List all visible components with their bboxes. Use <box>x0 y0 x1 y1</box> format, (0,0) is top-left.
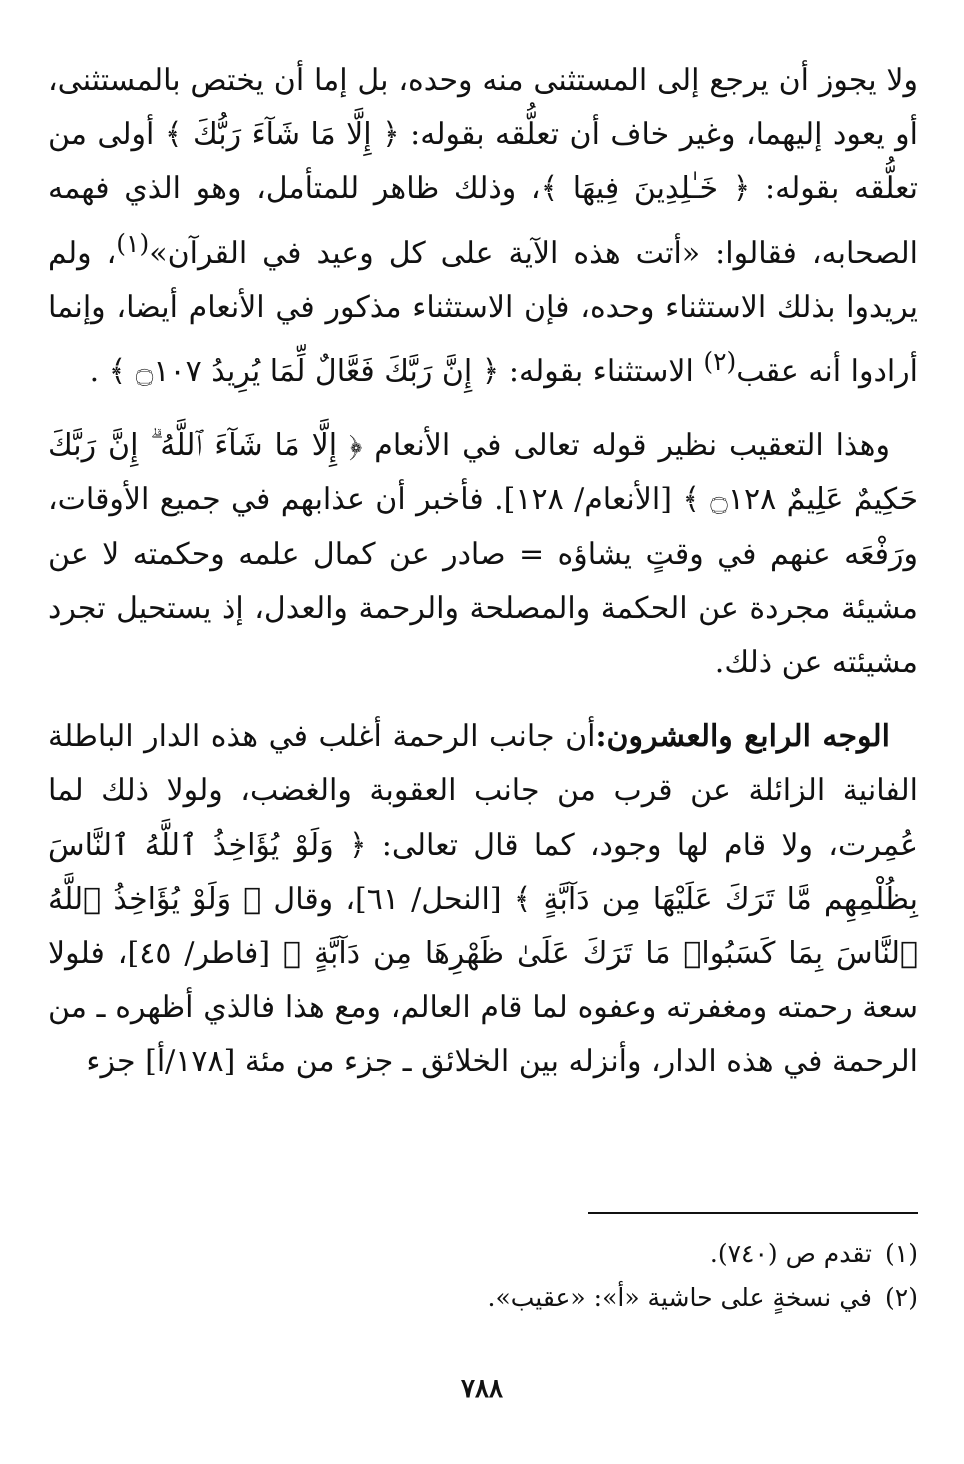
quran-verse: ﴿ وَلَوْ يُؤَاخِذُ ٱللَّهُ ٱلنَّاسَ بِمَا كَسَبُوا۟ مَا تَرَكَ عَلَىٰ ظَهْرِهَا مِن دَآبَّةٍ ﴾ <box>48 881 919 972</box>
page-number: ٧٨٨ <box>461 1374 503 1404</box>
footnote-number: (١) <box>885 1239 918 1268</box>
p3-text-2: ، وقال <box>261 881 356 917</box>
paragraph-2 <box>48 419 918 690</box>
p2-text-2: . فأخبر أن عذابهم في جميع الأوقات، ورَفْعَه عنهم في وقتٍ يشاؤه = صادر عن كمال علمه وحكمته لا عن مشيئة مجردة عن الحكمة والمصلحة والرحمة والعدل، إذ يستحيل تجرد مشيئته عن ذلك. <box>48 482 918 681</box>
quran-verse: ﴿ إِلَّا مَا شَآءَ رَبُّكَ ﴾ <box>164 117 400 153</box>
paragraph-1 <box>48 54 918 399</box>
footnote-ref-2: (٢) <box>703 347 737 377</box>
p2-text-1: وهذا التعقيب نظير قوله تعالى في الأنعام <box>362 428 890 464</box>
verse-reference: [النحل/ ٦١] <box>355 881 514 917</box>
p3-text-1: أن جانب الرحمة أغلب في هذه الدار الباطلة الفانية الزائلة عن قرب من جانب العقوبة والغضب، ولولا ذلك لما عُمِرت، ولا قام لها وجود، كما قال تعالى: <box>48 719 919 863</box>
p1-text-2: أولى من تعلُّقه بقوله: <box>48 117 919 207</box>
quran-verse: ﴿ خَـٰلِدِينَ فِيهَا ﴾ <box>540 171 751 207</box>
footnote-divider <box>588 1212 918 1214</box>
verse-reference: [الأنعام/ ١٢٨] <box>503 482 683 518</box>
footnote-1 <box>48 1232 918 1276</box>
verse-reference: [فاطر/ ٤٥] <box>127 936 284 972</box>
quran-verse: ﴿ وَلَوْ يُؤَاخِذُ ٱللَّهُ ٱلنَّاسَ بِظُلْمِهِم مَّا تَرَكَ عَلَيْهَا مِن دَآبَّةٍ ﴾ <box>48 827 918 917</box>
p1-text-6: . <box>89 354 109 390</box>
footnotes <box>48 1232 918 1320</box>
p3-text-4: جزء <box>86 1044 146 1080</box>
footnote-number: (٢) <box>885 1283 918 1312</box>
paragraph-3 <box>48 710 918 1089</box>
p3-text-3: ، فلولا سعة رحمته ومغفرته وعفوه لما قام العالم، ومع هذا فالذي أظهره ـ من الرحمة في هذه الدار، وأنزله بين الخلائق ـ جزء من مئة <box>48 936 918 1080</box>
main-text <box>48 54 918 1090</box>
p1-text-4: ، ولم يريدوا بذلك الاستثناء وحده، فإن الاستثناء مذكور في الأنعام أيضا، وإنما أرادوا أنه عقب <box>48 235 918 390</box>
quran-verse: ﴿ إِلَّا مَا شَآءَ ٱللَّهُ ۗ إِنَّ رَبَّكَ حَكِيمٌ عَلِيمٌ ۝١٢٨ ﴾ <box>48 428 918 518</box>
footnote-ref-1: (١) <box>116 228 150 258</box>
p1-text-3: ، وذلك ظاهر للمتأمل، وهو الذي فهمه الصحابه، فقالوا: «أتت هذه الآية على كل وعيد في القرآن» <box>48 171 919 271</box>
p1-text-1: ولا يجوز أن يرجع إلى المستثنى منه وحده، بل إما أن يختص بالمستثنى، أو يعود إليهما، وغير خاف أن تعلُّقه بقوله: <box>48 63 918 153</box>
section-heading: الوجه الرابع والعشرون: <box>595 719 891 755</box>
p1-text-5: الاستثناء بقوله: <box>499 354 704 390</box>
manuscript-reference: [١٧٨/أ] <box>145 1044 236 1080</box>
footnote-text: تقدم ص (٧٤٠). <box>709 1239 872 1268</box>
footnote-text: في نسخةٍ على حاشية «أ»: «عقيب». <box>487 1283 872 1312</box>
footnote-2 <box>48 1276 918 1320</box>
quran-verse: ﴿ إِنَّ رَبَّكَ فَعَّالٌ لِّمَا يُرِيدُ ۝١٠٧ ﴾ <box>108 354 500 390</box>
